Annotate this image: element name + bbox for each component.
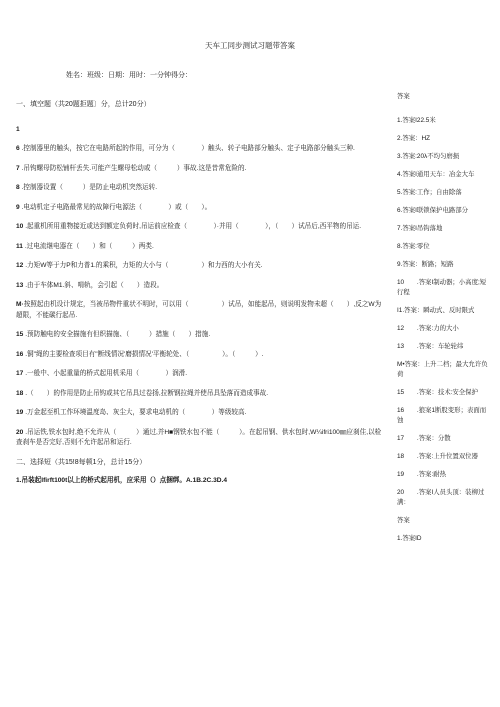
- answers-column: [397, 92, 492, 552]
- question-item: 8 .控制器设置（ ）是防止电动机突然运转.: [16, 184, 158, 191]
- question-item: 9 .电动机定子电路最常见的故障行电源法（ ）或（ ）。: [16, 203, 212, 211]
- answer-item: 1.答案I22.5米: [397, 117, 436, 124]
- question-1: 1: [16, 125, 20, 133]
- answer-item: 15 .答案：技术:安全保护: [397, 389, 478, 396]
- answer-item: I1.答案：瞬动式、反时限式: [397, 307, 475, 314]
- section-choice: 二、选择短（共15!8每顿1分，总计15分）: [16, 458, 147, 466]
- answer-item: 8.答案:零位: [397, 243, 430, 250]
- answer-item: 12 .答案:力的大小: [397, 325, 459, 332]
- answers-heading: 答案: [397, 93, 410, 100]
- answer-item: 2.答案：HZ: [397, 135, 431, 142]
- answer-item: 18 .答案:上升位置双位器: [397, 453, 478, 460]
- question-item: 6 .控制器里的触头，按它在电路所起的作用，可分为（ ）触头、转子电路部分触头、定子电路部分触头三种.: [16, 145, 355, 152]
- answer-item: 6.答案I联锁保护电路部分: [397, 207, 469, 214]
- answer-item: 13 .答案：车轮轮纬: [397, 343, 464, 350]
- answer-item: 20 .答案I人员头顶：装柳过满：: [397, 489, 485, 506]
- section-fill-in: 一、填空题（共20题拒题〕分，总计20分）: [16, 101, 151, 108]
- answer-item: 5.答案:工作；自由除落: [397, 189, 462, 196]
- question-item: 18 .（ ）的作用是防止吊钩或其它吊具过卷扬,拉断钢拉绳并使吊具坠落而造成事故.: [16, 389, 269, 397]
- question-item: 20 .吊运铁,铁水包时,绝不允许从（ ）通过,并H■钢铁水包不能（ ）。在起吊钢、供水包时,W¼ifri100㎜应刹住,以检查刹车是否完好,否则不允许起吊和运行.: [16, 428, 382, 446]
- question-item: 15 .预防触电的安全描施有但织描施、（ ）措施（ ）措施.: [16, 331, 211, 338]
- document-title: 天车工同步测试习题带答案: [205, 41, 295, 50]
- question-item: 11 .过电流继电器在（ ）和（ ）两类.: [16, 242, 154, 250]
- student-info-line: 姓名：班级：日期：用时：一分钟得分：: [66, 72, 192, 79]
- questions-column: [16, 100, 386, 496]
- answer-item: 17 .答案：分散: [397, 435, 451, 442]
- question-item: 13 .由于车体M1.斜、啃轨，会引起（ ）造段。: [16, 281, 164, 289]
- answer-item: M•答案：上升二档；最大允许负荷: [397, 361, 488, 378]
- answer-item: 10 .答案I制动器；小高度;短行程: [397, 279, 487, 296]
- answer-item: 19 .答案:耐热: [397, 471, 447, 478]
- question-item: 19 .万金起至机工作环境温度岛、灰尘大，要求电动机的（ ）等级较高.: [16, 409, 247, 416]
- question-item: 16 .铜"绳的主要检查项目有"断线情况'磨损情况'平衡轮处、（ ）。（ ）.: [16, 350, 264, 358]
- question-item: M·按照起由机设计规定，当被吊物件重状不明时，可以用（ ）试吊，如能起吊，则说明发物未超（ ）,反之W为超限，不能碳行起吊.: [16, 301, 382, 319]
- answer-item: 7.答案I吊钩落地: [397, 225, 443, 232]
- answer-item: 4.答案I通用天车：冶金大车: [397, 171, 475, 178]
- choice-question-1: 1.吊装起Ifirft100t以上的桥式起用机，应采用（）点捆绑。A.1B.2C.3D.4: [16, 477, 228, 484]
- question-list: [16, 144, 386, 449]
- question-item: 7 .吊钩螺母防松铺杆丢失.可能产生螺母松动或（ ）事故.这是昔常危险的.: [16, 164, 247, 172]
- answer-item: 1.答案ID: [397, 535, 422, 542]
- question-item: 10 .起重机所用重物接近或达到额定负荷时,吊运前应检查（ ）·并用（ ），（ ）试吊后,西平物的吊运.: [16, 223, 362, 230]
- question-item: 12 .力矩W等于力P和力普1.的乘积，力矩的大小与（ ）和力西的大小有关.: [16, 262, 263, 269]
- answers-heading-2: 答案: [397, 517, 410, 524]
- answer-item: 16 .狼案1断股变形；表面而蚀: [397, 407, 487, 424]
- answer-item: 3.答案:20λ不均匀磨损: [397, 153, 460, 160]
- question-item: 17 .一般中、小起重量的桥式起用机采用（ ）润滑.: [16, 370, 188, 377]
- answer-item: 9.答案：断路；短路: [397, 261, 454, 268]
